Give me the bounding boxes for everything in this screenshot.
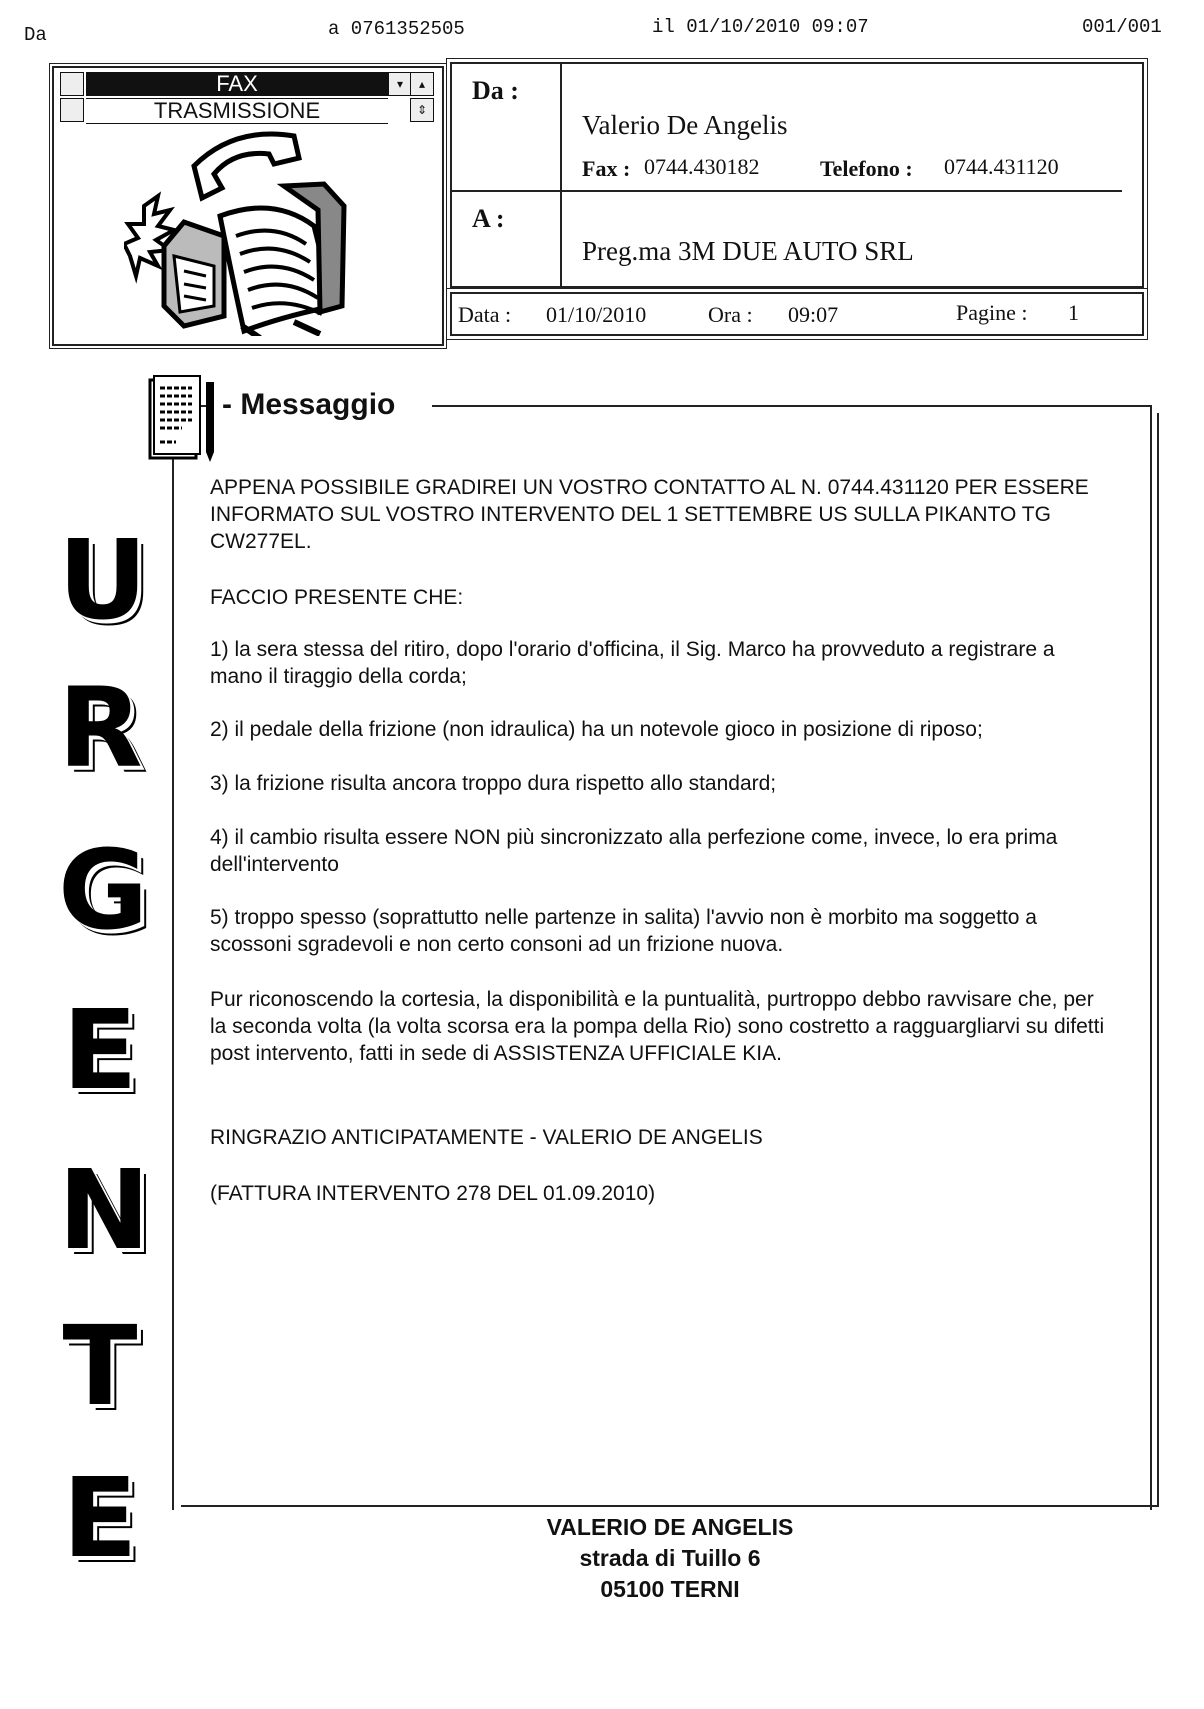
sender-address-footer xyxy=(440,1512,900,1605)
time-label: Ora : xyxy=(708,302,753,327)
footer-city: 05100 TERNI xyxy=(600,1576,740,1602)
minimize-icon: ▾ xyxy=(388,72,412,96)
sender-label: Da : xyxy=(472,76,519,105)
restore-icon: ⇕ xyxy=(410,98,434,122)
fax-header-page-count: 001/001 xyxy=(1082,16,1162,38)
sender-fax-label: Fax : xyxy=(582,156,631,181)
fax-meta-row xyxy=(450,292,1144,336)
fax-title-line-2: TRASMISSIONE xyxy=(86,98,388,124)
message-closing: Pur riconoscendo la cortesia, la disponibilità e la puntualità, purtroppo debbo ravvisare che, per la seconda volta (la volta scorsa era la pompa della Rio) sono costretto a ragguargliarvi su difetti post intervento, fatti in sede di ASSISTENZA UFFICIALE KIA. xyxy=(210,988,1105,1065)
maximize-icon: ▴ xyxy=(410,72,434,96)
message-invoice: (FATTURA INTERVENTO 278 DEL 01.09.2010) xyxy=(210,1182,656,1205)
fax-title-line-1: FAX xyxy=(86,72,388,96)
message-lead: FACCIO PRESENTE CHE: xyxy=(210,586,464,609)
system-menu-icon xyxy=(60,72,84,96)
pages-value: 1 xyxy=(1068,300,1079,325)
urgent-letter-e-final: E xyxy=(62,1454,138,1582)
fax-header-timestamp: il 01/10/2010 09:07 xyxy=(652,16,869,38)
message-intro: APPENA POSSIBILE GRADIREI UN VOSTRO CONTATTO AL N. 0744.431120 PER ESSERE INFORMATO SUL VOSTRO INTERVENTO DEL 1 SETTEMBRE US SULLA PIKANTO TG CW277EL. xyxy=(210,476,1089,553)
header-divider-vertical xyxy=(560,64,562,286)
date-value: 01/10/2010 xyxy=(546,302,647,327)
recipient-name: Preg.ma 3M DUE AUTO SRL xyxy=(582,236,914,266)
message-point-3: 3) la frizione risulta ancora troppo dura rispetto allo standard; xyxy=(210,772,777,795)
fax-header-from: Da xyxy=(24,24,47,46)
sender-phone: 0744.431120 xyxy=(944,154,1059,179)
urgent-letter-n: N xyxy=(58,1146,151,1274)
message-point-1: 1) la sera stessa del ritiro, dopo l'orario d'officina, il Sig. Marco ha provveduto a registrare a mano il tiraggio della corda; xyxy=(210,638,1055,688)
sender-phone-label: Telefono : xyxy=(820,156,913,181)
footer-name: VALERIO DE ANGELIS xyxy=(546,1514,794,1540)
sender-name: Valerio De Angelis xyxy=(582,110,788,140)
fax-title-bar xyxy=(60,72,434,124)
message-frame-shadow-right xyxy=(1157,413,1159,1507)
message-point-2: 2) il pedale della frizione (non idraulica) ha un notevole gioco in posizione di riposo; xyxy=(210,718,983,741)
footer-street: strada di Tuillo 6 xyxy=(579,1545,761,1571)
message-point-5: 5) troppo spesso (soprattutto nelle partenze in salita) l'avvio non è morbito ma soggetto a scossoni sgradevoli e non certo consoni ad un frizione nuova. xyxy=(210,906,1037,956)
urgent-letter-t: T xyxy=(62,1302,138,1430)
sender-recipient-panel xyxy=(450,62,1144,288)
message-point-4: 4) il cambio risulta essere NON più sincronizzato alla perfezione come, invece, lo era prima dell'intervento xyxy=(210,826,1058,876)
fax-machine-icon xyxy=(124,126,364,336)
urgent-letter-g: G xyxy=(58,826,149,954)
sender-fax: 0744.430182 xyxy=(644,154,760,179)
fax-header-to-number: a 0761352505 xyxy=(328,18,465,40)
fax-logo-panel xyxy=(52,66,444,346)
header-divider-horizontal xyxy=(452,190,1122,192)
recipient-label: A : xyxy=(472,204,505,233)
date-label: Data : xyxy=(458,302,512,327)
message-thanks: RINGRAZIO ANTICIPATAMENTE - VALERIO DE ANGELIS xyxy=(210,1126,763,1149)
urgent-letter-e: E xyxy=(62,986,138,1114)
message-title: - Messaggio xyxy=(222,388,396,421)
urgent-letter-r: R xyxy=(58,664,143,792)
pages-label: Pagine : xyxy=(956,300,1028,325)
system-menu-icon-secondary xyxy=(60,98,84,122)
urgent-letter-u: U xyxy=(58,516,148,644)
notepad-icon xyxy=(146,374,222,464)
time-value: 09:07 xyxy=(788,302,839,327)
message-frame-shadow-bottom xyxy=(181,1505,1159,1507)
